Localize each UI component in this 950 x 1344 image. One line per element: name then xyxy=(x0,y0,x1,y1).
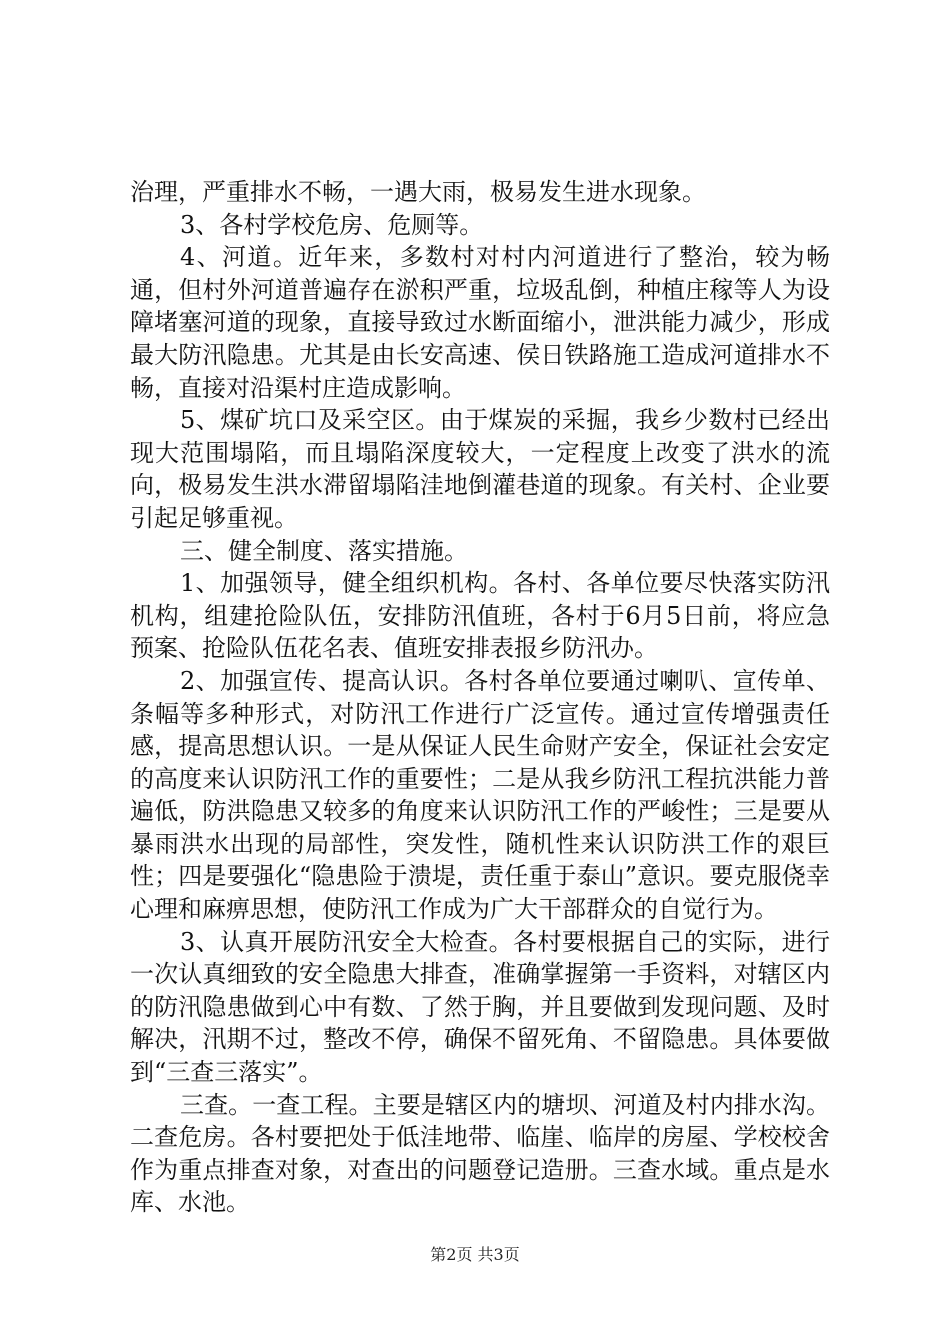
paragraph-measure-2: 2、加强宣传、提高认识。各村各单位要通过喇叭、宣传单、条幅等多种形式，对防汛工作进行广泛宣传。通过宣传增强责任感，提高思想认识。一是从保证人民生命财产安全，保证社会安定的高度来认识防汛工作的重要性；二是从我乡防汛工程抗洪能力普遍低，防洪隐患又较多的角度来认识防汛工作的严峻性；三是要从暴雨洪水出现的局部性，突发性，随机性来认识防洪工作的艰巨性；四是要强化“隐患险于溃堤，责任重于泰山”意识。要克服侥幸心理和麻痹思想，使防汛工作成为广大干部群众的自觉行为。 xyxy=(130,666,830,924)
page-footer: 第2页 共3页 xyxy=(430,1245,520,1264)
section-heading-3: 三、健全制度、落实措施。 xyxy=(180,536,468,565)
paragraph-three-checks: 三查。一查工程。主要是辖区内的塘坝、河道及村内排水沟。二查危房。各村要把处于低洼地带、临崖、临岸的房屋、学校校舍作为重点排查对象，对查出的问题登记造册。三查水域。重点是水库、水池。 xyxy=(130,1090,830,1217)
paragraph-measure-3: 3、认真开展防汛安全大检查。各村要根据自己的实际，进行一次认真细致的安全隐患大排查，准确掌握第一手资料，对辖区内的防汛隐患做到心中有数、了然于胸，并且要做到发现问题、及时解决，汛期不过，整改不停，确保不留死角、不留隐患。具体要做到“三查三落实”。 xyxy=(130,927,830,1087)
paragraph-measure-1: 1、加强领导，健全组织机构。各村、各单位要尽快落实防汛机构，组建抢险队伍，安排防汛值班，各村于6月5日前，将应急预案、抢险队伍花名表、值班安排表报乡防汛办。 xyxy=(130,569,830,663)
paragraph-item-4-river: 4、河道。近年来，多数村对村内河道进行了整治，较为畅通，但村外河道普遍存在淤积严重，垃圾乱倒，种植庄稼等人为设障堵塞河道的现象，直接导致过水断面缩小，泄洪能力减少，形成最大防汛隐患。尤其是由长安高速、侯日铁路施工造成河道排水不畅，直接对沿渠村庄造成影响。 xyxy=(130,243,830,402)
paragraph-continuation: 治理，严重排水不畅，一遇大雨，极易发生进水现象。 xyxy=(130,178,706,206)
paragraph-item-3: 3、各村学校危房、危厕等。 xyxy=(180,210,484,239)
document-body xyxy=(130,176,830,1219)
paragraph-item-5-mine: 5、煤矿坑口及采空区。由于煤炭的采掘，我乡少数村已经出现大范围塌陷，而且塌陷深度较大，一定程度上改变了洪水的流向，极易发生洪水滞留塌陷洼地倒灌巷道的现象。有关村、企业要引起足够重视。 xyxy=(130,406,830,532)
